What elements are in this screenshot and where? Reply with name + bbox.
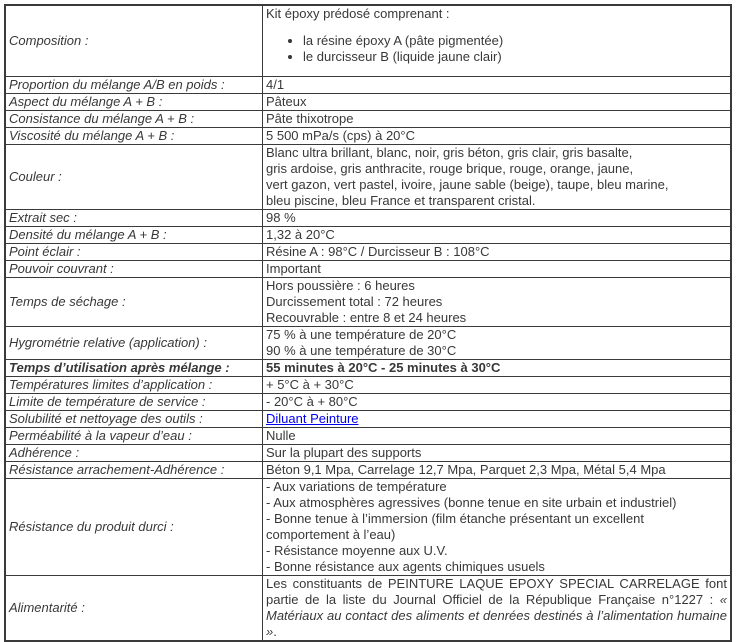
- table-row: [5, 428, 731, 445]
- row-value: Béton 9,1 Mpa, Carrelage 12,7 Mpa, Parquet 2,3 Mpa, Métal 5,4 Mpa: [263, 462, 732, 479]
- value-line: - Aux variations de température: [266, 479, 447, 494]
- row-label: Extrait sec :: [5, 210, 263, 227]
- value-line: - Bonne résistance aux agents chimiques usuels: [266, 559, 545, 574]
- table-row: [5, 462, 731, 479]
- row-label: Consistance du mélange A + B :: [5, 111, 263, 128]
- table-row: [5, 377, 731, 394]
- row-label: Viscosité du mélange A + B :: [5, 128, 263, 145]
- table-row: [5, 94, 731, 111]
- bullet-list: [266, 33, 727, 65]
- value-line: Hors poussière : 6 heures: [266, 278, 415, 293]
- value-line: - Bonne tenue à l’immersion (film étanche présentant un excellent comportement à l’eau): [266, 511, 644, 542]
- row-value: 55 minutes à 20°C - 25 minutes à 30°C: [263, 360, 732, 377]
- row-value: + 5°C à + 30°C: [263, 377, 732, 394]
- value-line: bleu piscine, bleu France et transparent cristal.: [266, 193, 536, 208]
- spec-table: [4, 4, 732, 642]
- row-label: Point éclair :: [5, 244, 263, 261]
- row-label: Composition :: [5, 5, 263, 77]
- row-value: [263, 479, 732, 576]
- table-row: [5, 360, 731, 377]
- value-line: - Aux atmosphères agressives (bonne tenue en site urbain et industriel): [266, 495, 677, 510]
- table-row: [5, 479, 731, 576]
- spec-table-body: [5, 5, 731, 641]
- table-row: [5, 111, 731, 128]
- text-part: Les constituants de PEINTURE LAQUE EPOXY SPECIAL CARRELAGE font partie de la liste du Journal Officiel de la République Française n°1227 :: [266, 576, 727, 607]
- row-value: 4/1: [263, 77, 732, 94]
- text-part: « Matériaux au contact des aliments et denrées destinés à l’alimentation humaine »: [266, 592, 727, 639]
- row-value: [263, 411, 732, 428]
- bullet-item: • le durcisseur B (liquide jaune clair): [303, 49, 727, 65]
- row-value: Pâte thixotrope: [263, 111, 732, 128]
- value-line: vert gazon, vert pastel, ivoire, jaune sable (beige), taupe, bleu marine,: [266, 177, 669, 192]
- table-row: [5, 244, 731, 261]
- table-row: [5, 394, 731, 411]
- table-row: [5, 128, 731, 145]
- row-value: Pâteux: [263, 94, 732, 111]
- value-line: 90 % à une température de 30°C: [266, 343, 457, 358]
- table-row: [5, 210, 731, 227]
- bullet-item: • la résine époxy A (pâte pigmentée): [303, 33, 727, 49]
- row-value: 5 500 mPa/s (cps) à 20°C: [263, 128, 732, 145]
- table-row: [5, 576, 731, 642]
- row-label: Solubilité et nettoyage des outils :: [5, 411, 263, 428]
- diluant-peinture-link[interactable]: Diluant Peinture: [266, 411, 359, 426]
- bullets-intro: Kit époxy prédosé comprenant :: [266, 6, 450, 21]
- row-label: Densité du mélange A + B :: [5, 227, 263, 244]
- row-label: Proportion du mélange A/B en poids :: [5, 77, 263, 94]
- row-label: Résistance du produit durci :: [5, 479, 263, 576]
- row-label: Limite de température de service :: [5, 394, 263, 411]
- row-value: - 20°C à + 80°C: [263, 394, 732, 411]
- value-line: 75 % à une température de 20°C: [266, 327, 457, 342]
- table-row: [5, 145, 731, 210]
- row-value: Important: [263, 261, 732, 278]
- text-part: .: [273, 624, 277, 639]
- table-row: [5, 77, 731, 94]
- row-value: 98 %: [263, 210, 732, 227]
- table-row: [5, 261, 731, 278]
- value-line: Blanc ultra brillant, blanc, noir, gris béton, gris clair, gris basalte,: [266, 145, 633, 160]
- row-label: Alimentarité :: [5, 576, 263, 642]
- value-line: - Résistance moyenne aux U.V.: [266, 543, 448, 558]
- table-row: [5, 411, 731, 428]
- row-label: Pouvoir couvrant :: [5, 261, 263, 278]
- row-label: Temps d’utilisation après mélange :: [5, 360, 263, 377]
- value-line: Durcissement total : 72 heures: [266, 294, 443, 309]
- value-line: gris ardoise, gris anthracite, rouge brique, rouge, orange, jaune,: [266, 161, 634, 176]
- row-label: Résistance arrachement-Adhérence :: [5, 462, 263, 479]
- row-value: [263, 5, 732, 77]
- row-label: Aspect du mélange A + B :: [5, 94, 263, 111]
- row-value: Nulle: [263, 428, 732, 445]
- row-label: Couleur :: [5, 145, 263, 210]
- row-label: Perméabilité à la vapeur d’eau :: [5, 428, 263, 445]
- row-value: [263, 327, 732, 360]
- table-row: [5, 227, 731, 244]
- table-row: [5, 5, 731, 77]
- row-label: Hygrométrie relative (application) :: [5, 327, 263, 360]
- row-value: 1,32 à 20°C: [263, 227, 732, 244]
- row-label: Adhérence :: [5, 445, 263, 462]
- table-row: [5, 445, 731, 462]
- table-row: [5, 278, 731, 327]
- row-value: [263, 278, 732, 327]
- row-value: [263, 145, 732, 210]
- table-row: [5, 327, 731, 360]
- row-value: [263, 576, 732, 642]
- value-line: Recouvrable : entre 8 et 24 heures: [266, 310, 467, 325]
- row-value: Résine A : 98°C / Durcisseur B : 108°C: [263, 244, 732, 261]
- row-label: Températures limites d’application :: [5, 377, 263, 394]
- row-value: Sur la plupart des supports: [263, 445, 732, 462]
- row-label: Temps de séchage :: [5, 278, 263, 327]
